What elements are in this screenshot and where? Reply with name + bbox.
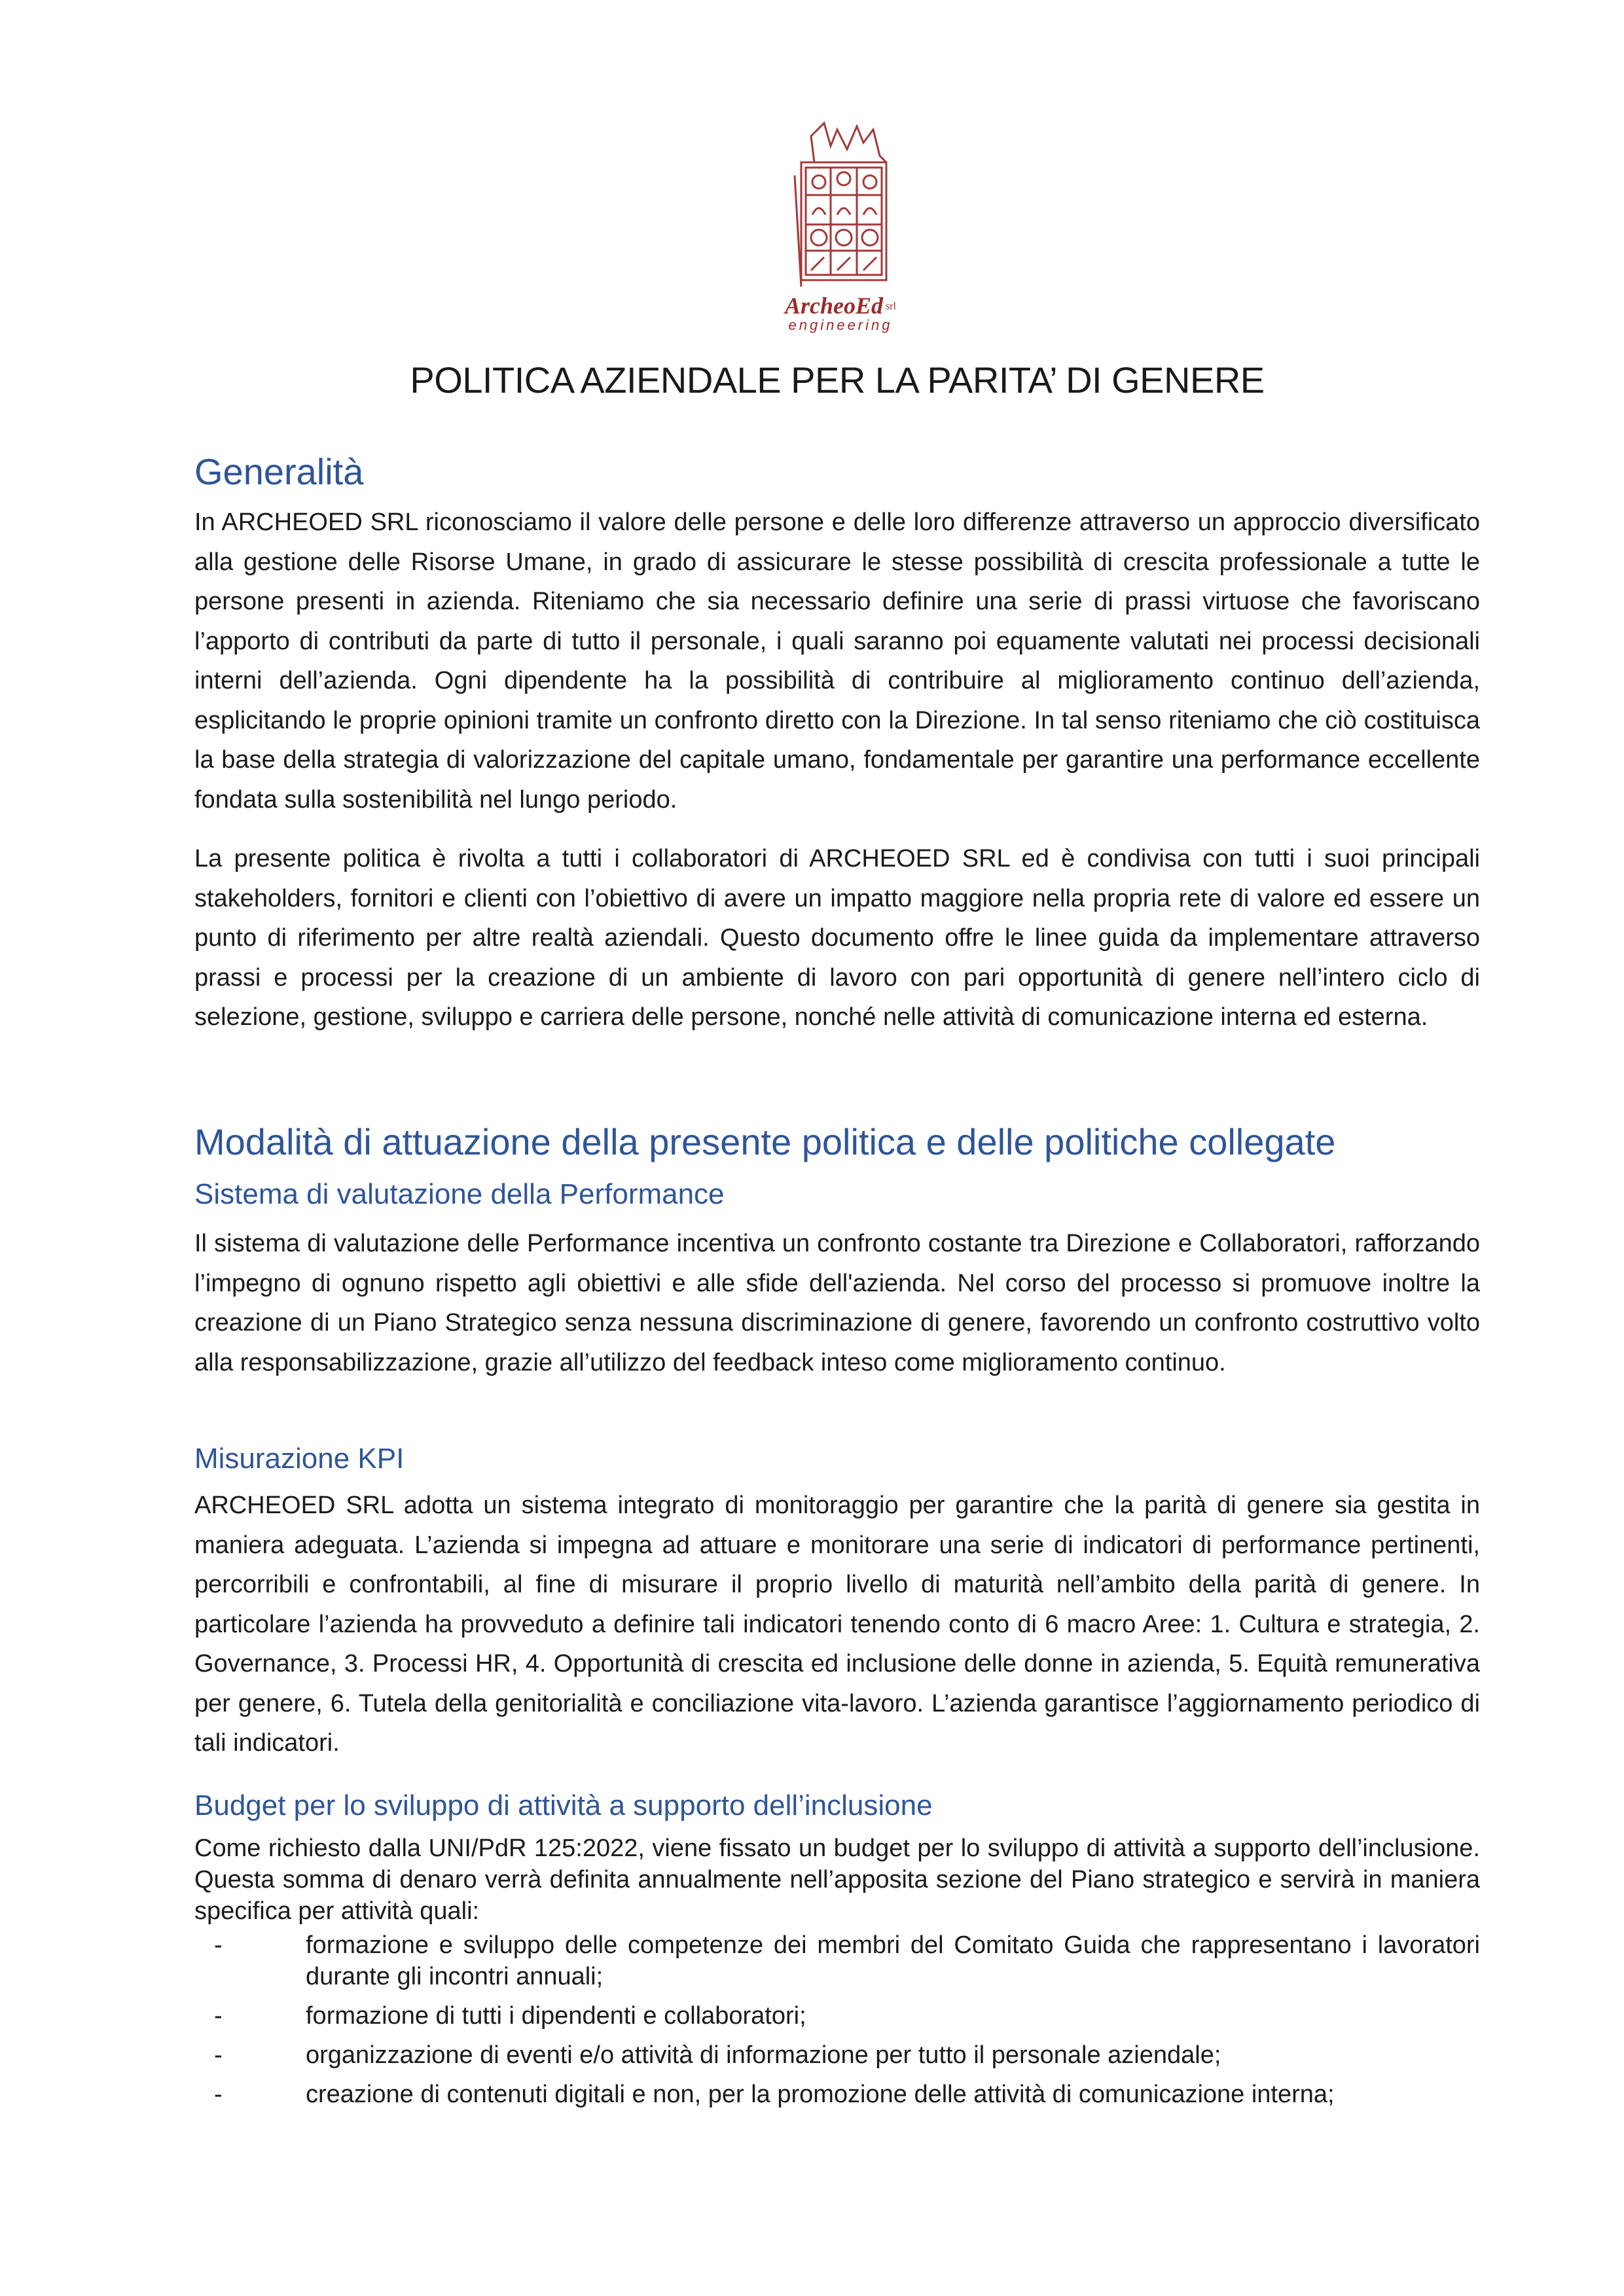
logo-tagline: engineering	[788, 317, 893, 333]
document-title: POLITICA AZIENDALE PER LA PARITA’ DI GENERE	[410, 359, 1265, 401]
budget-activity-list	[194, 1929, 1480, 2118]
list-bullet: -	[214, 2041, 223, 2069]
list-bullet: -	[214, 2081, 223, 2108]
company-logo	[765, 117, 916, 339]
list-item	[194, 2039, 1480, 2071]
paragraph-generalita-1: In ARCHEOED SRL riconosciamo il valore delle persone e delle loro differenze attraverso un approccio diversificato alla gestione delle Risorse Umane, in grado di assicurare le stesse possibilità di crescita professionale a tutte le persone presenti in azienda. Riteniamo che sia necessario definire una serie di prassi virtuose che favoriscano l’apporto di contributi da parte di tutto il personale, i quali saranno poi equamente valutati nei processi decisionali interni dell’azienda. Ogni dipendente ha la possibilità di contribuire al miglioramento continuo dell’azienda, esplicitando le proprie opinioni tramite un confronto diretto con la Direzione. In tal senso riteniamo che ciò costituisca la base della strategia di valorizzazione del capitale umano, fondamentale per garantire una performance eccellente fondata sulla sostenibilità nel lungo periodo.	[194, 509, 1480, 814]
list-item	[194, 1929, 1480, 1992]
list-item-text: formazione di tutti i dipendenti e collaboratori;	[306, 2002, 806, 2030]
heading-performance: Sistema di valutazione della Performance	[194, 1178, 725, 1210]
list-item-text: organizzazione di eventi e/o attività di informazione per tutto il personale aziendale;	[306, 2041, 1221, 2069]
logo-brand-text: ArcheoEd	[784, 293, 883, 319]
heading-modalita: Modalità di attuazione della presente politica e delle politiche collegate	[194, 1121, 1336, 1162]
list-item-text: creazione di contenuti digitali e non, per la promozione delle attività di comunicazione interna;	[306, 2081, 1335, 2108]
list-item	[194, 2000, 1480, 2032]
logo-srl-text: srl	[886, 300, 896, 312]
list-item-text: formazione e sviluppo delle competenze dei membri del Comitato Guida che rappresentano i lavoratori durante gli incontri annuali;	[306, 1931, 1480, 1990]
heading-kpi: Misurazione KPI	[194, 1443, 405, 1475]
paragraph-generalita-2: La presente politica è rivolta a tutti i collaboratori di ARCHEOED SRL ed è condivisa con tutti i suoi principali stakeholders, fornitori e clienti con l’obiettivo di avere un impatto maggiore nella propria rete di valore ed essere un punto di riferimento per altre realtà aziendali. Questo documento offre le linee guida da implementare attraverso prassi e processi per la creazione di un ambiente di lavoro con pari opportunità di genere nell’intero ciclo di selezione, gestione, sviluppo e carriera delle persone, nonché nelle attività di comunicazione interna ed esterna.	[194, 845, 1480, 1031]
list-item	[194, 2079, 1480, 2110]
paragraph-kpi: ARCHEOED SRL adotta un sistema integrato di monitoraggio per garantire che la parità di genere sia gestita in maniera adeguata. L’azienda si impegna ad attuare e monitorare una serie di indicatori di performance pertinenti, percorribili e confrontabili, al fine di misurare il proprio livello di maturità nell’ambito della parità di genere. In particolare l’azienda ha provveduto a definire tali indicatori tenendo conto di 6 macro Aree: 1. Cultura e strategia, 2. Governance, 3. Processi HR, 4. Opportunità di crescita ed inclusione delle donne in azienda, 5. Equità remunerativa per genere, 6. Tutela della genitorialità e conciliazione vita-lavoro. L’azienda garantisce l’aggiornamento periodico di tali indicatori.	[194, 1492, 1480, 1757]
list-bullet: -	[214, 1931, 223, 1959]
paragraph-performance: Il sistema di valutazione delle Performance incentiva un confronto costante tra Direzione e Collaboratori, rafforzando l’impegno di ognuno rispetto agli obiettivi e alle sfide dell'azienda. Nel corso del processo si promuove inoltre la creazione di un Piano Strategico senza nessuna discriminazione di genere, favorendo un confronto costruttivo volto alla responsabilizzazione, grazie all’utilizzo del feedback inteso come miglioramento continuo.	[194, 1230, 1480, 1376]
logo-emblem-icon	[765, 117, 916, 293]
heading-generalita: Generalità	[194, 451, 364, 492]
paragraph-budget: Come richiesto dalla UNI/PdR 125:2022, viene fissato un budget per lo sviluppo di attività a supporto dell’inclusione. Questa somma di denaro verrà definita annualmente nell’apposita sezione del Piano strategico e servirà in maniera specifica per attività quali:	[194, 1835, 1480, 1925]
logo-wordmark	[765, 292, 916, 334]
heading-budget: Budget per lo sviluppo di attività a supporto dell’inclusione	[194, 1789, 933, 1821]
list-bullet: -	[214, 2002, 223, 2030]
